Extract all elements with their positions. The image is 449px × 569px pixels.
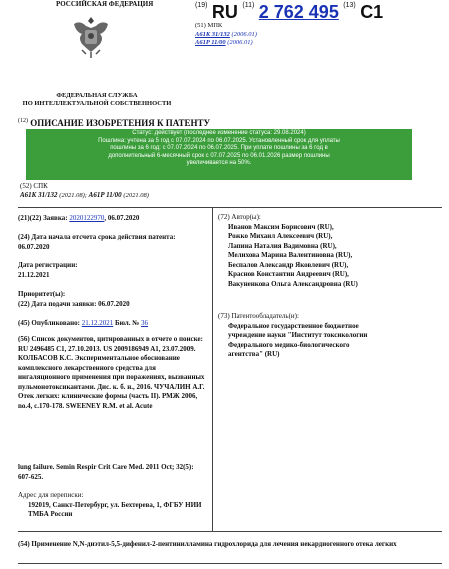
divider-bottom (18, 563, 442, 564)
author-item: Мелихова Марина Валентиновна (RU), (228, 251, 353, 259)
published-date-link[interactable]: 21.12.2021 (81, 319, 114, 327)
priority-label: Приоритет(ы): (18, 290, 66, 298)
author-item: Краснов Константин Андреевич (RU), (228, 270, 349, 278)
priority-field (18, 290, 208, 309)
published-field (18, 319, 208, 329)
registration-label: Дата регистрации: (18, 261, 78, 269)
spk-class-2: A61P 11/00 (88, 191, 122, 199)
agency-name (22, 92, 172, 108)
kind-code: C1 (360, 2, 384, 22)
patent-number-row (195, 2, 383, 23)
status-line-5: увеличивается на 50%. (186, 160, 252, 167)
status-line-2: Пошлина: учтена за 5 год с 07.07.2024 по 06.07.2025. Установленный срок для уплаты (98, 137, 340, 144)
patent-number-link[interactable]: 2 762 495 (258, 2, 339, 22)
agency-line-1: ФЕДЕРАЛЬНАЯ СЛУЖБА (56, 92, 138, 99)
divider-vertical (212, 207, 213, 531)
authors-label: (72) Автор(ы): (218, 213, 261, 221)
spk-block (20, 182, 149, 200)
author-item: Вакуненкова Ольга Александровна (RU) (228, 279, 358, 288)
mpk-class-link-2[interactable]: A61P 11/00 (195, 39, 226, 46)
invention-title: (54) Применение N,N-диэтил-5,5-дифенил-2-пентинилламина гидрохлорида для лечения некардиогенного отека легких (18, 540, 397, 548)
patent-holder-label: (73) Патентообладатель(и): (218, 312, 299, 320)
application-number-link[interactable]: 2020122970 (69, 214, 105, 222)
author-item: Лапина Наталия Вадимовна (RU), (228, 241, 337, 250)
spk-year-2: (2021.08) (123, 192, 149, 199)
priority-value: (22) Дата подачи заявки: 06.07.2020 (18, 299, 130, 308)
document-title (18, 118, 210, 128)
mpk-block (195, 22, 257, 48)
address-label: Адрес для переписки: (18, 491, 84, 499)
patent-holder-value: Федеральное государственное бюджетное учреждение науки "Институт токсикологии Федерального медико-биологического агентства" (RU) (228, 321, 368, 358)
country-code: RU (211, 2, 238, 22)
mpk-year-2: (2006.01) (227, 39, 253, 46)
registration-field (18, 261, 208, 280)
code-13: (13) (343, 2, 356, 9)
country-name: РОССИЙСКАЯ ФЕДЕРАЦИЯ (56, 0, 154, 8)
author-item: Беспалов Александр Яковлевич (RU), (228, 260, 349, 269)
title-text: ОПИСАНИЕ ИЗОБРЕТЕНИЯ К ПАТЕНТУ (30, 118, 211, 128)
spk-class-1: A61K 31/132 (20, 191, 58, 199)
term-start-field (18, 233, 208, 252)
agency-line-2: ПО ИНТЕЛЛЕКТУАЛЬНОЙ СОБСТВЕННОСТИ (22, 100, 172, 107)
mpk-class-link-1[interactable]: A61K 31/132 (195, 30, 230, 38)
registration-value: 21.12.2021 (18, 270, 50, 279)
status-box (26, 129, 412, 180)
cited-documents-continued: lung failure. Semin Respir Crit Care Med. 2011 Oct; 32(5): 607-625. (18, 463, 194, 481)
spk-label: (52) СПК (20, 182, 48, 190)
mpk-year-1: (2006.01) (231, 30, 257, 38)
correspondence-address-field (18, 491, 208, 520)
author-item: Рожко Михаил Алексеевич (RU), (228, 232, 333, 240)
term-start-label: (24) Дата начала отсчета срока действия патента: (18, 233, 176, 241)
code-11: (11) (242, 2, 255, 9)
divider-top (18, 207, 442, 208)
published-label: (45) Опубликовано: (18, 319, 80, 327)
mpk-label: (51) МПК (195, 22, 223, 29)
code-19: (19) (195, 2, 208, 9)
application-date: , 06.07.2020 (104, 214, 140, 222)
authors-field (218, 213, 442, 289)
cited-documents-text: RU 2496485 C1, 27.10.2013. US 2009186949 A1, 23.07.2009. КОЛБАСОВ К.С. Экспериментальное обоснование комплексного лекарственного средства для ингаляционного применения при поражениях, вызванных пульмонотоксикантами. Дис. к. б. н., 2016. ЧУЧАЛИН А.Г. Отек легких: клинические формы (часть II). РМЖ 2006, no.4, c.170-178. SWEENEY R.M. et al. Acute (18, 344, 205, 410)
divider-middle (18, 531, 442, 532)
status-line-3: пошлины за 6 год: с 07.07.2024 по 06.07.2025. При уплате пошлины за 6 год в (110, 145, 328, 152)
coat-of-arms-emblem (70, 14, 112, 60)
patent-holder-field (218, 312, 442, 360)
spk-year-1: (2021.08); (59, 192, 87, 199)
address-value: 192019, Санкт-Петербург, ул. Бехтерева, 1, ФГБУ НИИ ТМБА России (28, 500, 202, 518)
status-line-4: дополнительный 6-месячный срок с 07.07.2025 по 06.01.2026 размер пошлины (108, 152, 330, 159)
bulletin-number-link[interactable]: 36 (141, 319, 149, 327)
application-field (18, 214, 208, 224)
author-item: Иванов Максим Борисович (RU), (228, 222, 334, 231)
bulletin-label: Бюл. № (113, 319, 140, 327)
status-line-1: Статус: действует (последнее изменение статуса: 29.08.2024) (132, 130, 306, 136)
cited-documents-label: (56) Список документов, цитированных в отчете о поиске: (18, 335, 203, 343)
term-start-value: 06.07.2020 (18, 242, 50, 251)
title-code: (12) (18, 118, 28, 124)
application-label: (21)(22) Заявка: (18, 214, 68, 222)
cited-documents-field (18, 335, 208, 411)
